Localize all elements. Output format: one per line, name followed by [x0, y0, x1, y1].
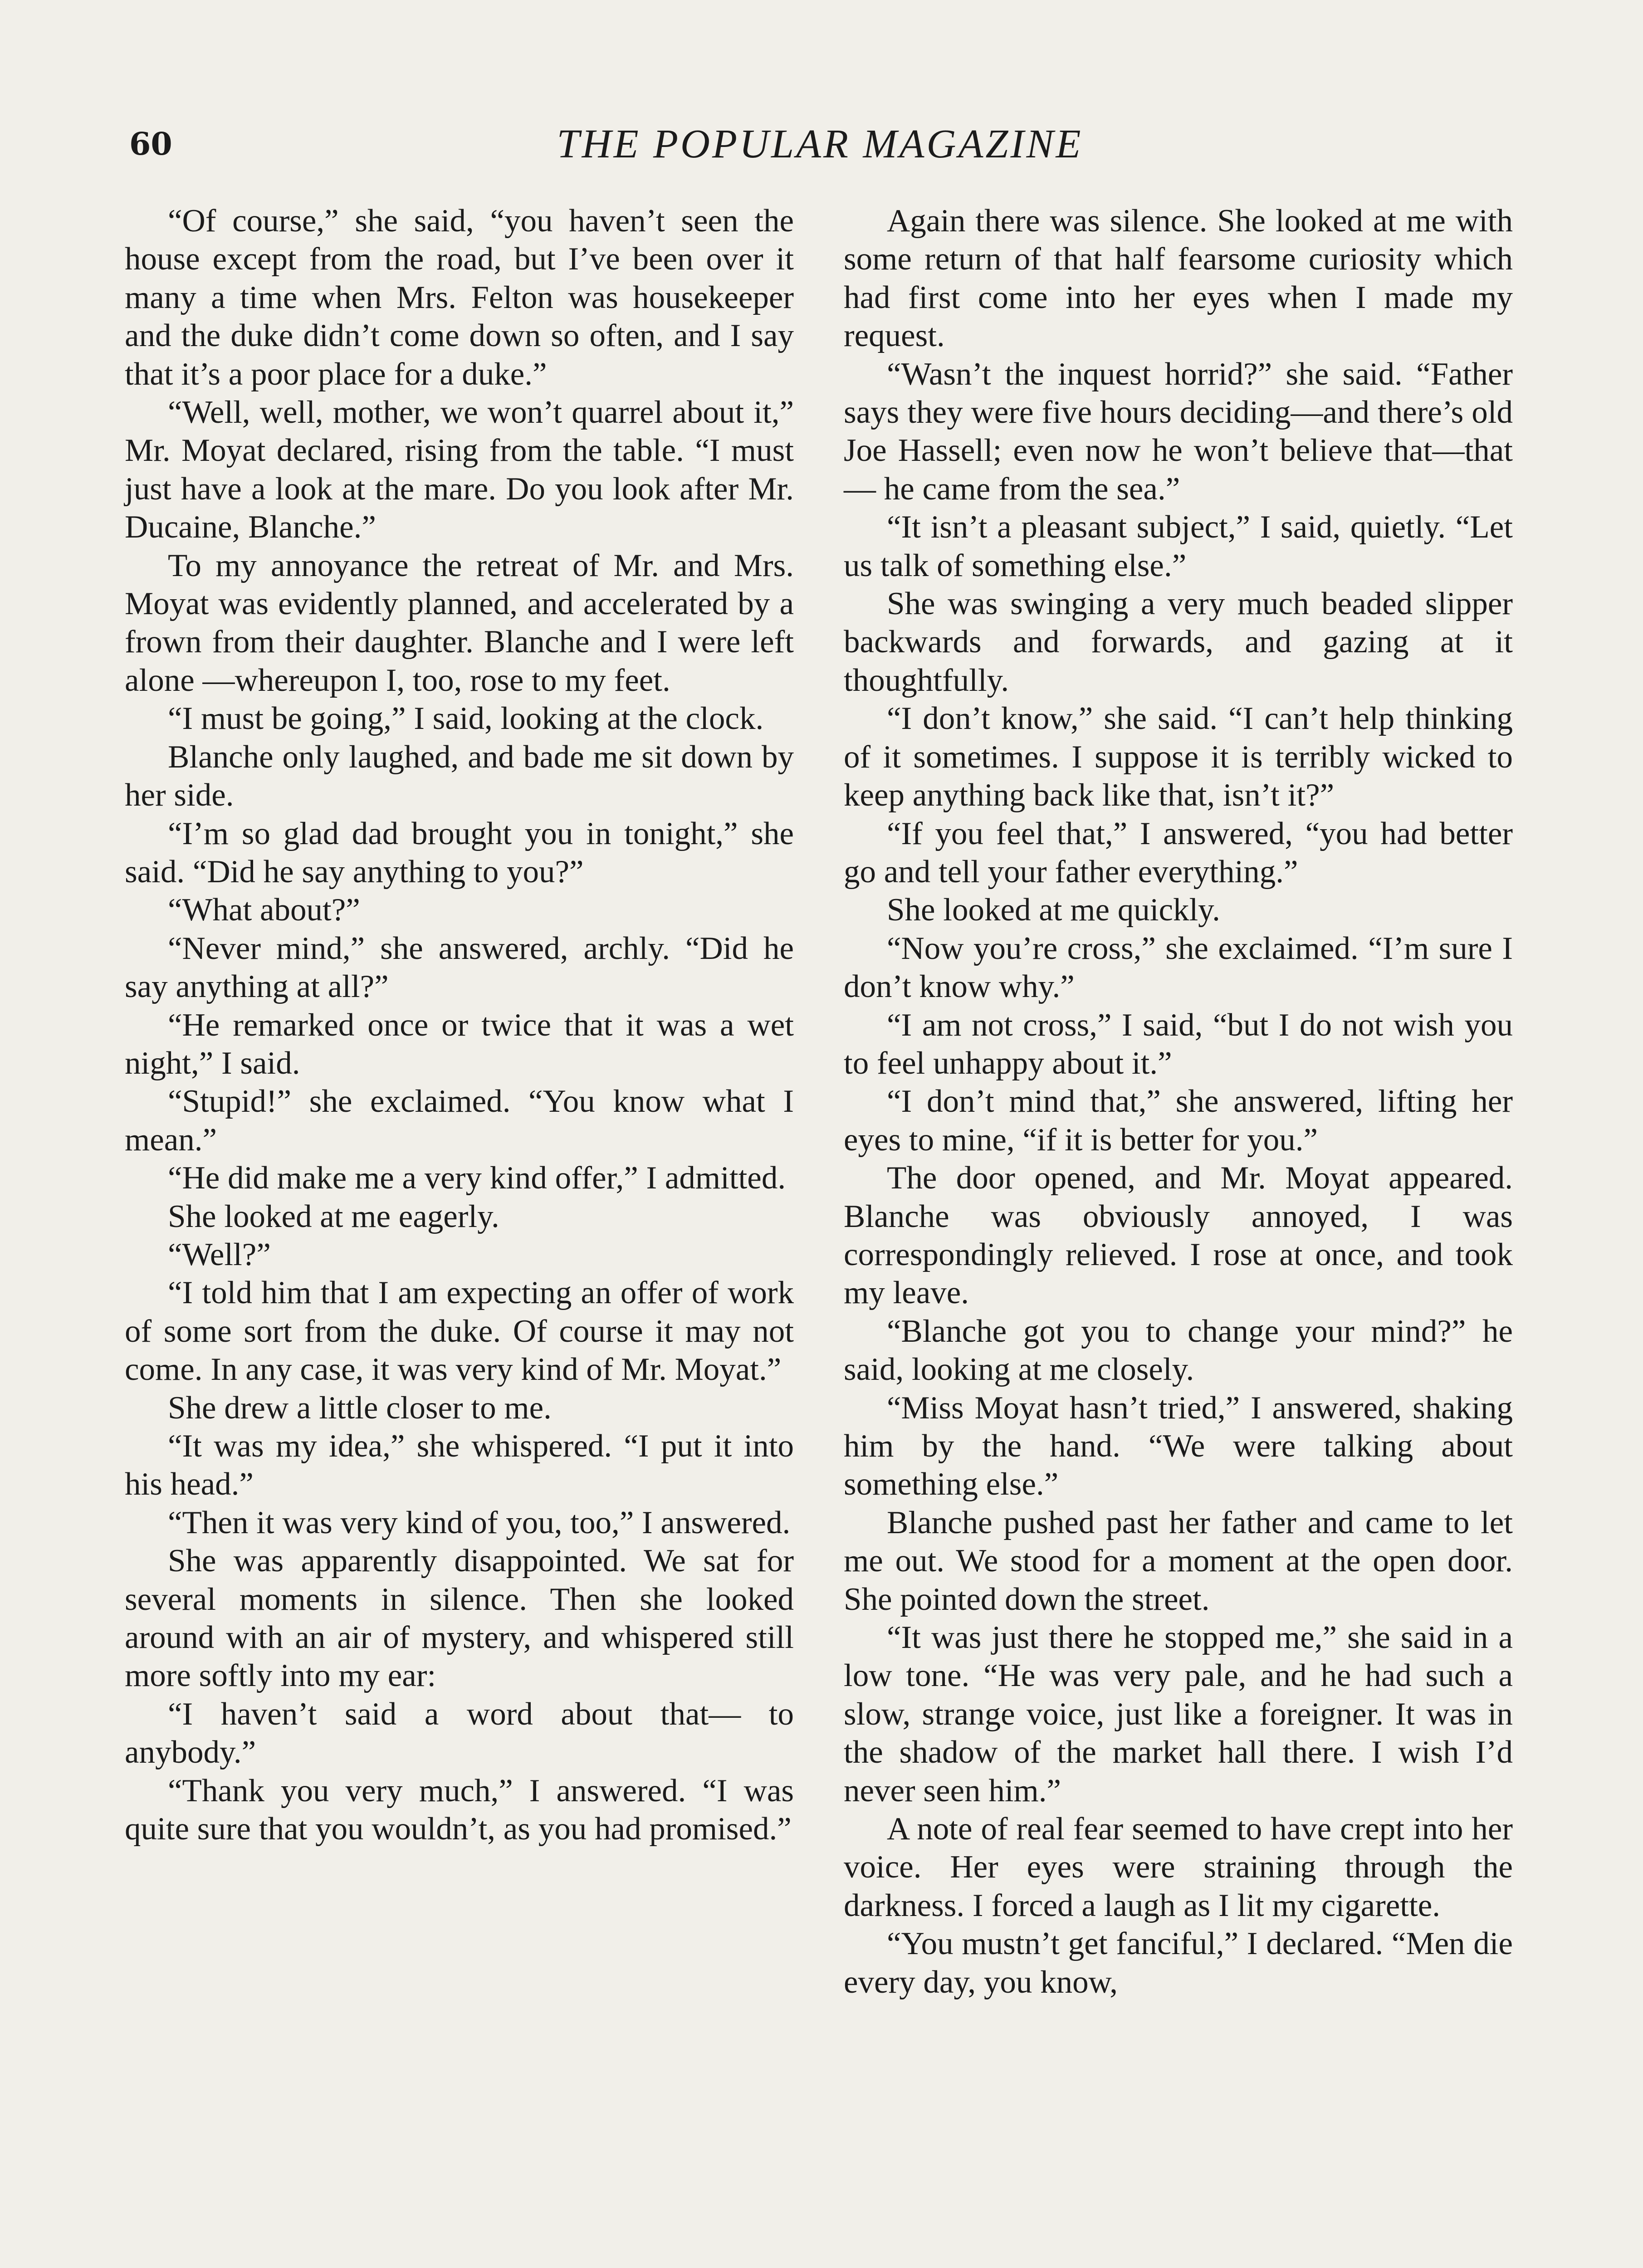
paragraph: “I must be going,” I said, looking at the clock.: [168, 701, 764, 737]
paragraph: “Now you’re cross,” she exclaimed. “I’m sure I don’t know why.”: [844, 930, 1513, 1005]
paragraph: “It isn’t a pleasant subject,” I said, quietly. “Let us talk of something else.”: [844, 509, 1513, 583]
paragraph: “If you feel that,” I answered, “you had better go and tell your father everything.”: [844, 816, 1513, 890]
paragraph: “Never mind,” she answered, archly. “Did he say anything at all?”: [125, 930, 794, 1005]
paragraph: She was swinging a very much beaded slipper backwards and forwards, and gazing at it thoughtfully.: [844, 586, 1513, 698]
paragraph: The door opened, and Mr. Moyat appeared. Blanche was obviously annoyed, I was correspondingly relieved. I rose at once, and took my leave.: [844, 1160, 1513, 1311]
paragraph: “Wasn’t the inquest horrid?” she said. “Father says they were five hours deciding—and there’s old Joe Hassell; even now he won’t believe that—that— he came from the sea.”: [844, 356, 1513, 507]
paragraph: She looked at me eagerly.: [168, 1198, 499, 1234]
paragraph: “He did make me a very kind offer,” I admitted.: [168, 1160, 786, 1196]
paragraph: “Well?”: [168, 1237, 271, 1272]
paragraph: “Then it was very kind of you, too,” I answered.: [168, 1505, 791, 1540]
paragraph: “Thank you very much,” I answered. “I was quite sure that you wouldn’t, as you had promised.”: [125, 1773, 794, 1847]
paragraph: “Well, well, mother, we won’t quarrel about it,” Mr. Moyat declared, rising from the table. “I must just have a look at the mare. Do you look after Mr. Ducaine, Blanche.”: [125, 395, 794, 545]
paragraph: “I haven’t said a word about that— to anybody.”: [125, 1696, 794, 1770]
paragraph: A note of real fear seemed to have crept into her voice. Her eyes were straining through the darkness. I forced a laugh as I lit my cigarette.: [844, 1811, 1513, 1923]
paragraph: “Of course,” she said, “you haven’t seen the house except from the road, but I’ve been over it many a time when Mrs. Felton was housekeeper and the duke didn’t come down so often, and I say that it’s a poor place for a duke.”: [125, 203, 794, 392]
paragraph: “It was just there he stopped me,” she said in a low tone. “He was very pale, and he had such a slow, strange voice, just like a foreigner. It was in the shadow of the market hall there. I wish I’d never seen him.”: [844, 1620, 1513, 1809]
paragraph: “I am not cross,” I said, “but I do not wish you to feel unhappy about it.”: [844, 1007, 1513, 1081]
paragraph: “It was my idea,” she whispered. “I put it into his head.”: [125, 1428, 794, 1502]
paragraph: To my annoyance the retreat of Mr. and Mrs. Moyat was evidently planned, and accelerated by a frown from their daughter. Blanche and I were left alone —whereupon I, too, rose to my feet.: [125, 547, 794, 698]
running-title: THE POPULAR MAGAZINE: [557, 122, 1083, 166]
paragraph: “I told him that I am expecting an offer of work of some sort from the duke. Of course it may not come. In any case, it was very kind of Mr. Moyat.”: [125, 1275, 794, 1388]
paragraph: Again there was silence. She looked at me with some return of that half fearsome curiosity which had first come into her eyes when I made my request.: [844, 203, 1513, 354]
paragraph: “You mustn’t get fanciful,” I declared. “Men die every day, you know,: [844, 1926, 1513, 2000]
page-header: [129, 117, 1511, 171]
page-number: 60: [129, 126, 172, 162]
paragraph: “He remarked once or twice that it was a wet night,” I said.: [125, 1007, 794, 1081]
paragraph: She was apparently disappointed. We sat for several moments in silence. Then she looked around with an air of mystery, and whispered still more softly into my ear:: [125, 1543, 794, 1694]
paragraph: “Miss Moyat hasn’t tried,” I answered, shaking him by the hand. “We were talking about something else.”: [844, 1390, 1513, 1502]
paragraph: She drew a little closer to me.: [168, 1390, 552, 1426]
paragraph: Blanche pushed past her father and came to let me out. We stood for a moment at the open door. She pointed down the street.: [844, 1505, 1513, 1617]
paragraph: “I’m so glad dad brought you in tonight,” she said. “Did he say anything to you?”: [125, 816, 794, 890]
paragraph: “Stupid!” she exclaimed. “You know what I mean.”: [125, 1084, 794, 1158]
paragraph: Blanche only laughed, and bade me sit down by her side.: [125, 739, 794, 813]
paragraph: “What about?”: [168, 892, 360, 928]
right-column: [844, 202, 1513, 2001]
paragraph: “I don’t mind that,” she answered, lifting her eyes to mine, “if it is better for you.”: [844, 1084, 1513, 1158]
paragraph: She looked at me quickly.: [887, 892, 1220, 928]
paragraph: “Blanche got you to change your mind?” he said, looking at me closely.: [844, 1313, 1513, 1388]
paragraph: “I don’t know,” she said. “I can’t help thinking of it sometimes. I suppose it is terribly wicked to keep anything back like that, isn’t it?”: [844, 701, 1513, 813]
left-column: [125, 202, 794, 1848]
